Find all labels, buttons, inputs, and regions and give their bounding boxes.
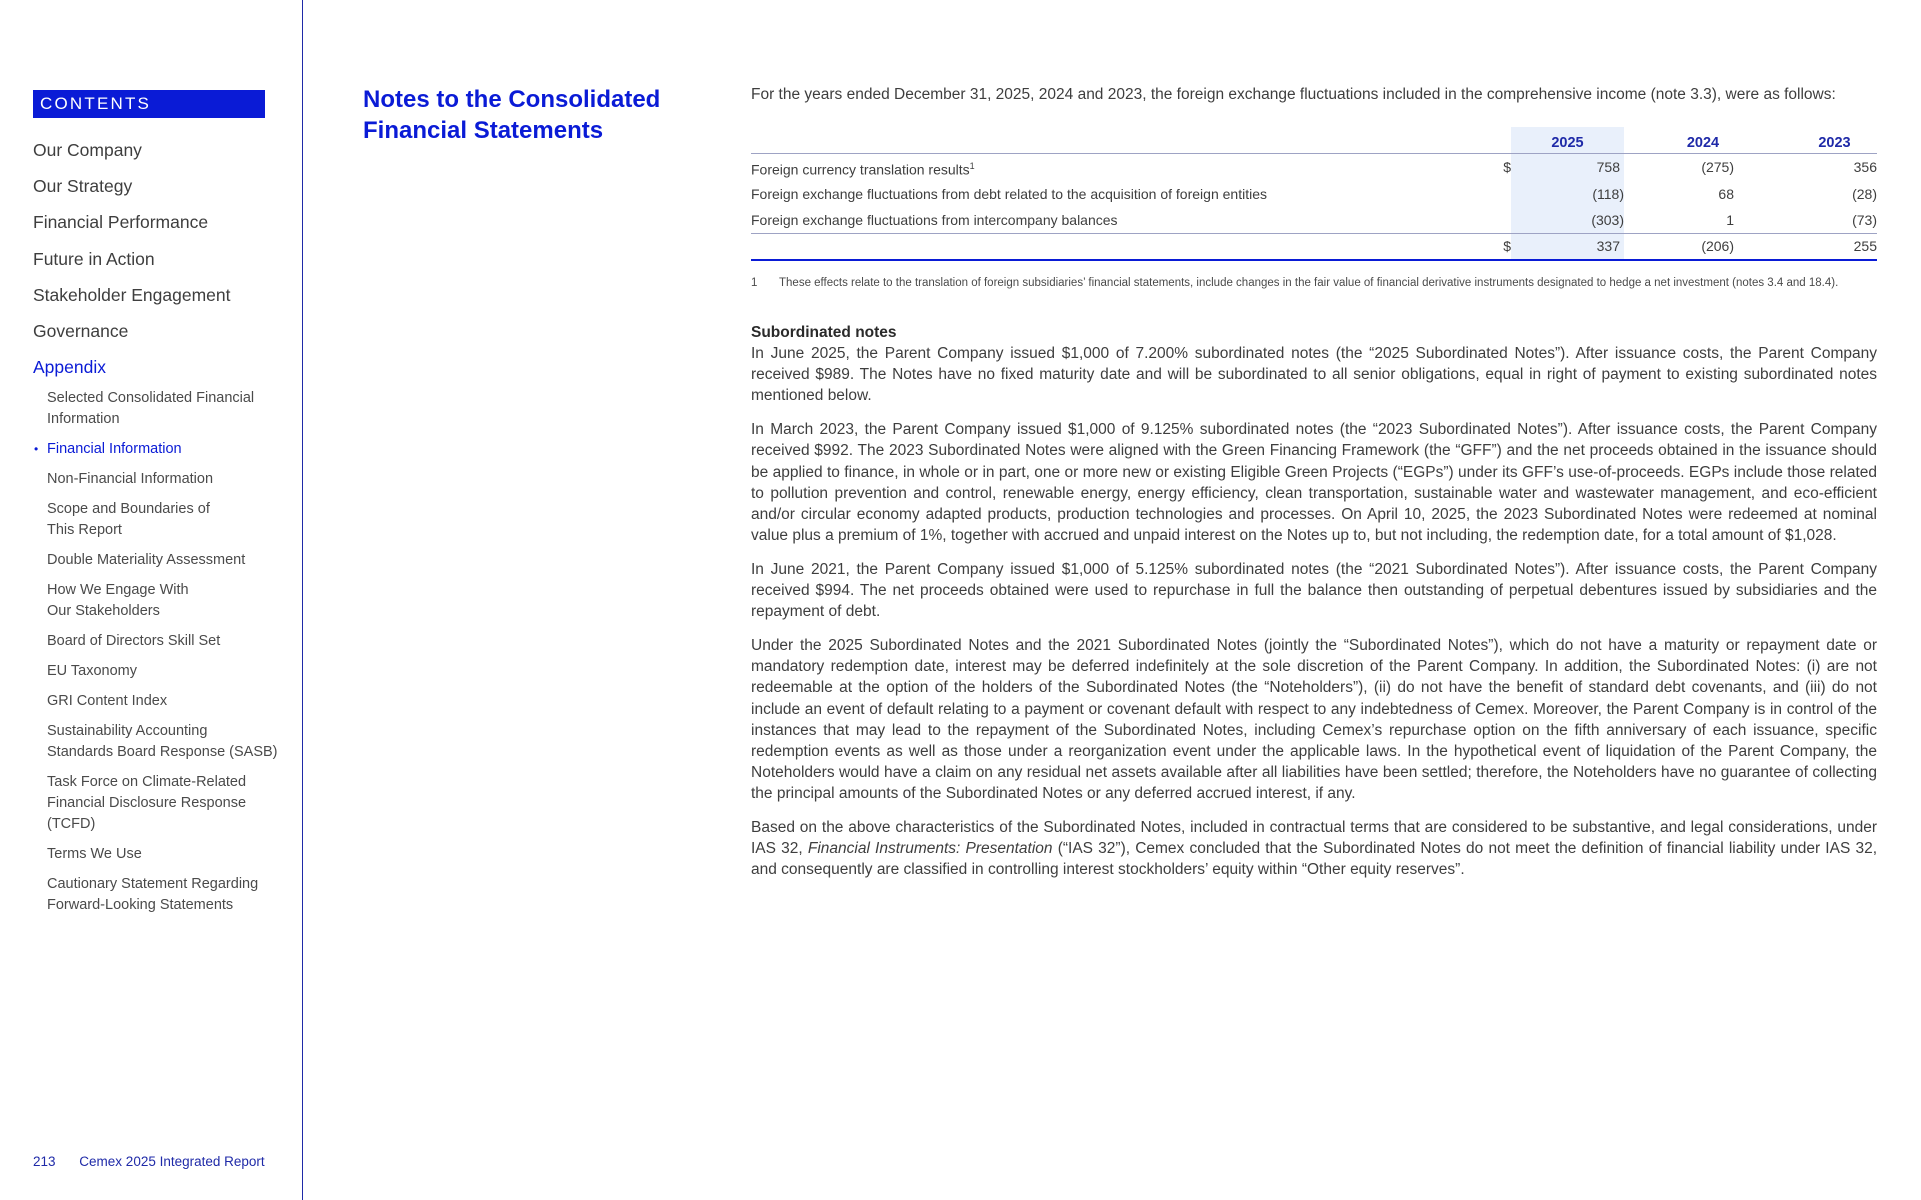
nav-item-our-company[interactable]: Our Company bbox=[33, 140, 142, 160]
footnote-text: These effects relate to the translation of foreign subsidiaries’ financial statements, include changes in the fair value of financial derivative instruments designated to hedge a net investment (notes 3.4 and 18.4). bbox=[779, 277, 1839, 289]
subnav-item-selected-financial-info[interactable]: Selected Consolidated Financial Information bbox=[47, 390, 255, 427]
fx-fluctuations-table bbox=[751, 127, 1877, 261]
paragraph: In March 2023, the Parent Company issued $1,000 of 9.125% subordinated notes (the “2023 Subordinated Notes”). After issuance costs, the Parent Company received $992. The 2023 Subordinated Notes were aligned with the Green Financing Framework (the “GFF”) and the net proceeds obtained in the issuance should be applied to finance, in whole or in part, one or more new or existing Eligible Green Projects (“EGPs”) under its GFF’s use-of-proceeds. EGPs include those related to pollution prevention and control, renewable energy, energy efficiency, clean transportation, sustainable water and wastewater management, and eco-efficient and/or circular economy adapted products, production technologies and processes. On April 10, 2025, the 2023 Subordinated Notes were redeemed at nominal value plus a premium of 1%, together with accrued and unpaid interest on the Notes up to, but not including, the redemption date, for a total amount of $1,028. bbox=[751, 421, 1877, 545]
intro-text: For the years ended December 31, 2025, 2024 and 2023, the foreign exchange fluctuations included in the comprehensive income (note 3.3), were as follows: bbox=[751, 86, 1836, 103]
subnav-item-scope-and-boundaries[interactable]: Scope and Boundaries of This Report bbox=[47, 501, 210, 538]
main-nav bbox=[33, 136, 231, 389]
total-2024: (206) bbox=[1624, 233, 1742, 260]
main-content bbox=[751, 84, 1877, 879]
subnav-item-board-skill-set[interactable]: Board of Directors Skill Set bbox=[47, 633, 221, 649]
subordinated-notes-heading: Subordinated notes bbox=[751, 324, 897, 341]
subnav-item-sasb[interactable]: Sustainability Accounting Standards Board Response (SASB) bbox=[47, 723, 278, 760]
value-2023: 356 bbox=[1853, 159, 1877, 176]
subnav-item-stakeholder-engagement[interactable]: How We Engage With Our Stakeholders bbox=[47, 582, 189, 619]
currency-symbol: $ bbox=[1481, 233, 1511, 260]
nav-item-governance[interactable]: Governance bbox=[33, 320, 129, 341]
value-2024: 1 bbox=[1624, 208, 1742, 234]
subnav-item-double-materiality[interactable]: Double Materiality Assessment bbox=[47, 552, 246, 568]
row-label: Foreign currency translation results$^1$ bbox=[751, 160, 975, 178]
footnote-number: 1 bbox=[751, 277, 758, 289]
value-2025: 758 bbox=[1511, 153, 1624, 182]
value-2024: 68 bbox=[1718, 186, 1734, 203]
paragraph: Based on the above characteristics of the Subordinated Notes, included in contractual terms that are considered to be substantive, and legal considerations, under IAS 32, Financial Instruments: Presentation (“IAS 32”), Cemex concluded that the Subordinated Notes do not meet the definition of financial liability under IAS 32, and consequently are classified in controlling interest stockholders’ equity within “Other equity reserves”. bbox=[751, 819, 1877, 879]
subordinated-notes-section bbox=[751, 322, 1877, 893]
currency-symbol bbox=[1481, 182, 1511, 208]
subnav-item-tcfd[interactable]: Task Force on Climate-Related Financial Disclosure Response (TCFD) bbox=[47, 774, 247, 832]
value-2023: (73) bbox=[1742, 208, 1877, 234]
subnav-item-gri-index[interactable]: GRI Content Index bbox=[47, 693, 168, 709]
paragraph: In June 2025, the Parent Company issued $1,000 of 7.200% subordinated notes (the “2025 Subordinated Notes”). After issuance costs, the Parent Company received $989. The Notes have no fixed maturity date and will be subordinated to all senior obligations, equal in right of payment to existing subordinated notes mentioned below. bbox=[751, 345, 1877, 405]
contents-label: CONTENTS bbox=[33, 90, 265, 118]
header-2025: 2025 bbox=[1511, 127, 1624, 153]
value-2025: (303) bbox=[1511, 208, 1624, 234]
paragraph: Under the 2025 Subordinated Notes and the 2021 Subordinated Notes (jointly the “Subordinated Notes”), which do not have a maturity or repayment date or mandatory redemption date, interest may be deferred indefinitely at the sole discretion of the Parent Company. In addition, the Subordinated Notes: (i) are not redeemable at the option of the holders of the Subordinated Notes (the “Noteholders”), (ii) do not have the benefit of standard debt covenants, and (iii) do not include an event of default relating to a payment or covenant default with respect to any indebtedness of Cemex. Moreover, the Parent Company is in control of the instances that may lead to the repayment of the Subordinated Notes, including Cemex’s repurchase option on the fifth anniversary of each issuance, specific redemption events as well as those under a reorganization event under the applicable laws. In the hypothetical event of liquidation of the Parent Company, the Noteholders would have a claim on any residual net assets available after all liabilities have been settled; therefore, the Noteholders have no guarantee of collecting the principal amounts of the Subordinated Notes or any deferred accrued interest, if any. bbox=[751, 636, 1877, 803]
nav-item-financial-performance[interactable]: Financial Performance bbox=[33, 212, 209, 233]
total-2023: 255 bbox=[1742, 233, 1877, 260]
table-row bbox=[751, 208, 1877, 234]
table-header-row bbox=[751, 127, 1877, 153]
row-label: Foreign exchange fluctuations from intercompany balances bbox=[751, 208, 1481, 234]
header-2023: 2023 bbox=[1742, 127, 1877, 153]
value-2024: (275) bbox=[1701, 159, 1734, 176]
subnav-item-non-financial-information[interactable]: Non-Financial Information bbox=[47, 471, 214, 487]
header-2024: 2024 bbox=[1624, 127, 1742, 153]
value-2023: (28) bbox=[1852, 186, 1877, 203]
subnav-item-cautionary-statement[interactable]: Cautionary Statement Regarding Forward-Looking Statements bbox=[47, 876, 259, 913]
nav-item-future-in-action[interactable]: Future in Action bbox=[33, 248, 155, 269]
table-row bbox=[751, 153, 1877, 182]
row-label: Foreign exchange fluctuations from debt related to the acquisition of foreign entities bbox=[751, 186, 1267, 203]
subnav-item-financial-information[interactable]: • Financial Information bbox=[47, 439, 297, 460]
subnav-item-terms-we-use[interactable]: Terms We Use bbox=[47, 846, 142, 862]
sidebar bbox=[0, 0, 303, 1200]
paragraph: In June 2021, the Parent Company issued $1,000 of 5.125% subordinated notes (the “2021 Subordinated Notes”). After issuance costs, the Parent Company received $994. The net proceeds obtained were used to repurchase in full the balance then outstanding of perpetual debentures issued by subsidiaries and the repayment of debt. bbox=[751, 560, 1877, 621]
currency-symbol: $ bbox=[1503, 159, 1511, 176]
total-2025: 337 bbox=[1511, 233, 1624, 260]
value-2025: (118) bbox=[1511, 182, 1624, 208]
subnav-item-eu-taxonomy[interactable]: EU Taxonomy bbox=[47, 663, 137, 679]
page-footer bbox=[33, 1154, 265, 1169]
nav-item-our-strategy[interactable]: Our Strategy bbox=[33, 176, 133, 197]
currency-symbol bbox=[1481, 208, 1511, 234]
table-footnote bbox=[751, 275, 1877, 291]
appendix-subnav bbox=[47, 388, 297, 925]
section-title: Notes to the Consolidated Financial Statements bbox=[363, 86, 661, 144]
table-row bbox=[751, 182, 1877, 208]
report-title: Cemex 2025 Integrated Report bbox=[79, 1154, 265, 1169]
nav-item-appendix[interactable]: Appendix bbox=[33, 357, 106, 378]
page-number: 213 bbox=[33, 1154, 56, 1169]
nav-item-stakeholder-engagement[interactable]: Stakeholder Engagement bbox=[33, 284, 231, 305]
table-total-row bbox=[751, 233, 1877, 260]
